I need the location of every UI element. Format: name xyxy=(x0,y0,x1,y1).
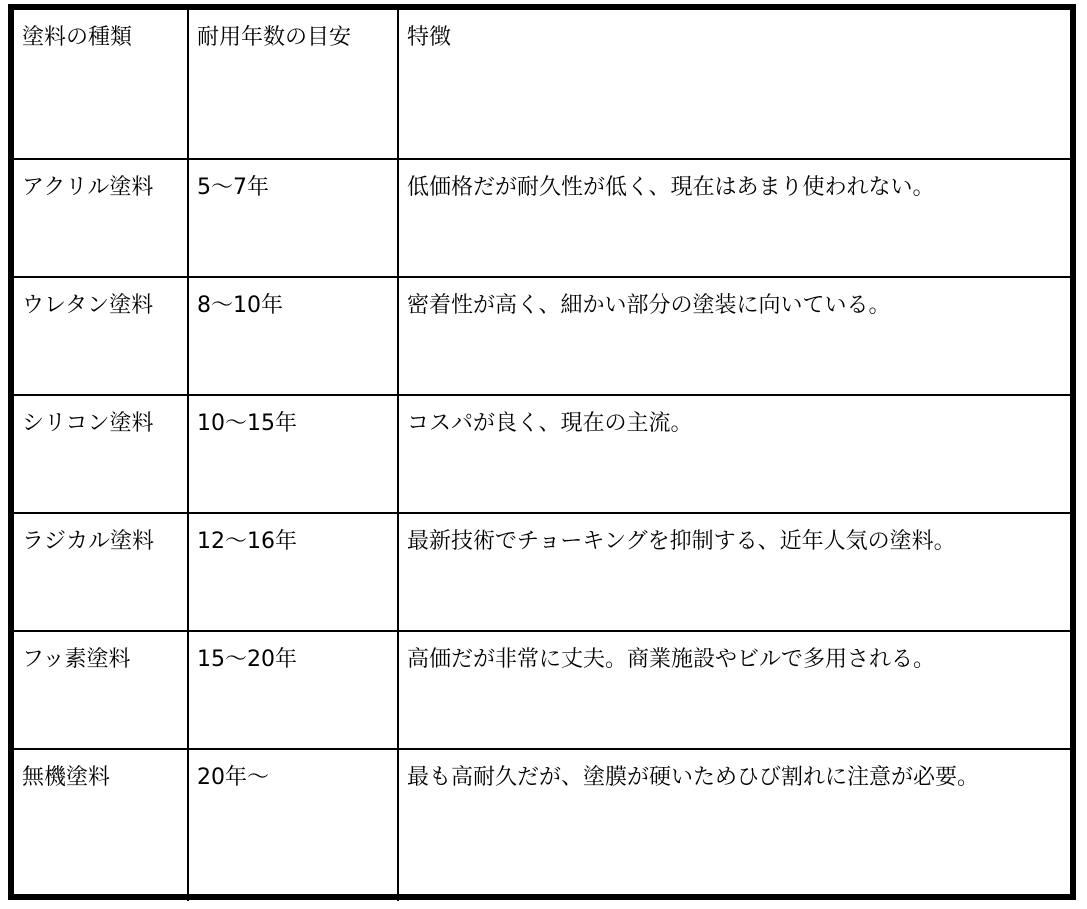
durability-cell: 8〜10年 xyxy=(188,277,398,395)
table-row xyxy=(14,513,1070,631)
paint-comparison-table xyxy=(14,10,1070,901)
features-cell: 低価格だが耐久性が低く、現在はあまり使われない。 xyxy=(398,159,1070,277)
paint-type-cell: アクリル塗料 xyxy=(14,159,188,277)
durability-cell: 20年〜 xyxy=(188,749,398,901)
table-header-row xyxy=(14,10,1070,159)
features-cell: 最新技術でチョーキングを抑制する、近年人気の塗料。 xyxy=(398,513,1070,631)
features-cell: 高価だが非常に丈夫。商業施設やビルで多用される。 xyxy=(398,631,1070,749)
table-row xyxy=(14,395,1070,513)
features-cell: 最も高耐久だが、塗膜が硬いためひび割れに注意が必要。 xyxy=(398,749,1070,901)
paint-comparison-table-frame xyxy=(8,4,1076,900)
table-row xyxy=(14,277,1070,395)
header-features: 特徴 xyxy=(398,10,1070,159)
table-row xyxy=(14,749,1070,901)
features-cell: 密着性が高く、細かい部分の塗装に向いている。 xyxy=(398,277,1070,395)
paint-type-cell: シリコン塗料 xyxy=(14,395,188,513)
paint-type-cell: ラジカル塗料 xyxy=(14,513,188,631)
paint-type-cell: フッ素塗料 xyxy=(14,631,188,749)
header-durability: 耐用年数の目安 xyxy=(188,10,398,159)
features-cell: コスパが良く、現在の主流。 xyxy=(398,395,1070,513)
paint-type-cell: ウレタン塗料 xyxy=(14,277,188,395)
header-paint-type: 塗料の種類 xyxy=(14,10,188,159)
durability-cell: 15〜20年 xyxy=(188,631,398,749)
paint-type-cell: 無機塗料 xyxy=(14,749,188,901)
table-row xyxy=(14,159,1070,277)
table-row xyxy=(14,631,1070,749)
durability-cell: 5〜7年 xyxy=(188,159,398,277)
durability-cell: 12〜16年 xyxy=(188,513,398,631)
durability-cell: 10〜15年 xyxy=(188,395,398,513)
